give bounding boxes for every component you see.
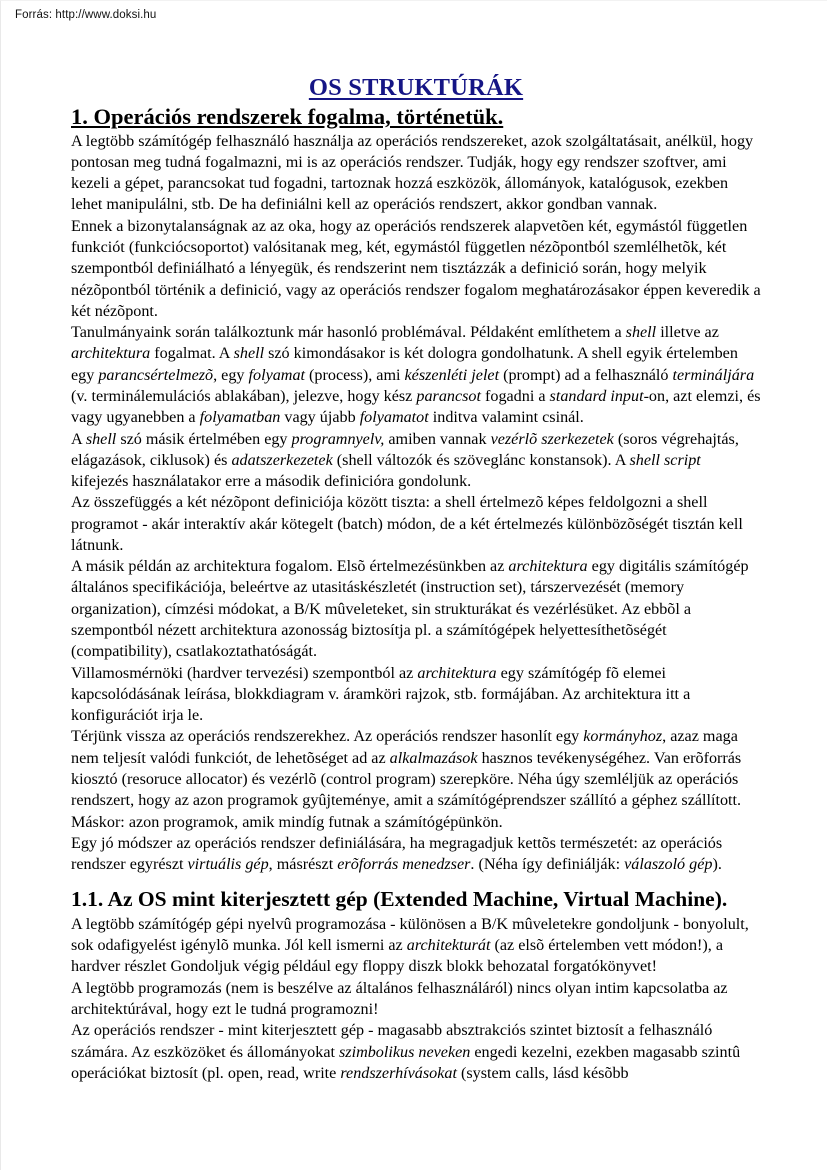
text-run: Az operációs rendszer - mint kiterjesztett gép - magasabb absztrakciós szintet biztosít a felhasználó számára. Az eszközöket és állományokat [71,1022,713,1061]
emphasized-term: folyamatot [359,409,429,427]
paragraph [71,978,761,1021]
emphasized-term: architektura [71,345,151,363]
text-run: A legtöbb számítógép gépi nyelvû programozása - különösen a B/K mûveletekre gondoljunk - bonyolult, sok odafigyelést igénylõ munka. Jól kell ismerni az [71,915,749,955]
text-run: A legtöbb számítógép felhasználó használja az operációs rendszereket, azok szolgáltatásait, anélkül, hogy pontosan meg tudná fogalmazni, mi is az operációs rendszer. Tudják, hogy egy rendszer szoftver, ami kezeli a gépet, parancsokat tud fogadni, tartoznak hozzá eszközök, állományok, katalógusok, ezekben lehet manipulálni, stb. De ha definiálni kell az operációs rendszert, akkor gondban vannak. [71,132,754,214]
emphasized-term: adatszerkezetek [231,451,333,469]
text-run: illetve az [656,324,719,342]
text-run: -on, azt elemzi, és vagy ugyanebben a [71,387,761,427]
text-run: inditva valamint csinál. [428,409,584,427]
text-run: Térjünk vissza az operációs rendszerekhez. Az operációs rendszer hasonlít egy [71,728,584,746]
emphasized-term: standard input [549,387,644,405]
paragraph [71,1020,761,1084]
paragraph [71,492,761,556]
paragraph [71,663,761,727]
source-watermark: Forrás: http://www.doksi.hu [15,9,157,21]
emphasized-term: shell script [629,451,701,469]
paragraph [71,429,761,493]
text-run: , egy [213,366,249,384]
section-heading-text: 1. Operációs rendszerek fogalma, történetük. [71,103,504,129]
document-title [71,75,761,102]
text-run: engedi kezelni, ezekben magasabb szintû operációkat biztosít (pl. open, read, write [71,1043,741,1082]
text-run: Az összefüggés a két nézõpont definiciója között tiszta: a shell értelmezõ képes feldolgozni a shell programot - akár interaktív akár kötegelt (batch) módon, de a két értelmezés különbözõségét tisztán kell látnunk. [71,494,743,554]
emphasized-term: virtuális gép [187,856,269,874]
paragraph [71,216,761,322]
emphasized-term: architektura [417,664,497,682]
text-run: Ennek a bizonytalanságnak az az oka, hogy az operációs rendszerek alapvetõen két, egymástól független funkciót (funkciócsoportot) valósitanak meg, két, egymástól független nézõpontból szemlélhetõk, két szempontból definiálható a lényegük, és rendszerint nem tisztázzák a definició során, hogy melyik nézõpontból történik a definició, vagy az operációs rendszer fogalom meghatározásakor éppen keveredik a két nézõpont. [71,217,761,320]
text-run: fogadni a [480,387,550,405]
text-run: vagy újabb [280,409,360,427]
emphasized-term: folyamat [248,366,306,384]
paragraph [71,322,761,428]
document-body [71,75,761,1084]
paragraph [71,131,761,216]
emphasized-term: erõforrás menedzser [337,856,471,874]
paragraph [71,914,761,978]
emphasized-term: parancsértelmezõ [98,366,214,384]
section-heading-1 [71,104,761,130]
emphasized-term: architektura [508,558,588,576]
text-run: (shell változók és szöveglánc konstansok). A [332,451,630,469]
text-run: szó kimondásakor is két dologra gondolhatunk. A shell egyik értelemben egy [71,345,738,384]
text-run: ). [712,856,722,874]
emphasized-term: válaszoló gép [624,856,713,874]
text-run: (az elsõ értelemben vett módon!), a hardver részlet Gondoljuk végig például egy floppy diszk blokk behozatal forgatókönyvet! [71,937,724,976]
text-run: A másik példán az architektura fogalom. Elsõ értelmezésünkben az [71,558,509,576]
text-run: . (Néha így definiálják: [470,856,625,874]
emphasized-term: vezérlõ szerkezetek [490,430,614,448]
paragraph [71,726,761,832]
text-run: kifejezés használatakor erre a második definicióra gondolunk. [71,473,472,491]
text-run: Villamosmérnöki (hardver tervezési) szempontból az [71,664,418,682]
emphasized-term: alkalmazások [389,749,478,767]
emphasized-term: shell [625,324,657,342]
text-run: amiben vannak [384,430,491,448]
text-run: , másrészt [268,856,338,874]
emphasized-term: termináljára [672,366,755,384]
text-run: Egy jó módszer az operációs rendszer definiálására, ha megragadjuk kettõs természetét: az operációs rendszer egyrészt [71,834,723,874]
paragraph [71,556,761,662]
text-run: (v. terminálemulációs ablakában), jelezve, hogy kész [71,387,417,405]
emphasized-term: folyamatban [199,409,281,427]
section-heading-2 [71,887,761,912]
text-run: A legtöbb programozás (nem is beszélve az általános felhasználáról) nincs olyan intim kapcsolatba az architektúrával, hogy ezt le tudná programozni! [71,979,728,1019]
emphasized-term: készenléti jelet [404,366,500,384]
text-run: (prompt) ad a felhasználó [499,366,673,384]
text-run: fogalmat. A [150,345,234,363]
text-run: szó másik értelmében egy [116,430,292,448]
document-title-text: OS STRUKTÚRÁK [308,74,524,101]
emphasized-term: parancsot [416,387,481,405]
text-run: (soros végrehajtás, elágazások, ciklusok) és [71,430,739,469]
emphasized-term: kormányhoz [583,728,663,746]
emphasized-term: shell [233,345,265,363]
emphasized-term: shell [85,430,117,448]
emphasized-term: szimbolikus neveken [339,1043,471,1061]
text-run: Tanulmányaink során találkoztunk már hasonló problémával. Példaként említhetem a [71,324,626,342]
section-heading-text: 1.1. Az OS mint kiterjesztett gép (Extended Machine, Virtual Machine). [71,887,728,912]
text-run: A [71,430,86,448]
emphasized-term: architekturát [406,937,491,955]
text-run: egy számítógép fõ elemei kapcsolódásának leírása, blokkdiagram v. áramköri rajzok, stb. formájában. Az architektura itt a konfigurációt irja le. [71,664,691,725]
text-run: egy digitális számítógép általános specifikációja, beleértve az utasitáskészletét (instruction set), társzervezését (memory organization), címzési módokat, a B/K mûveleteket, sin strukturákat és vezérlésüket. Az ebbõl a szempontból nézett architektura azonosság biztosítja pl. a számítógépek helyettesíthetõségét (compatibility), csatlakoztathatóságát. [71,558,749,661]
text-run: , azaz maga nem teljesít valódi funkciót, de lehetõséget ad az [71,728,738,767]
emphasized-term: rendszerhívásokat [340,1064,457,1082]
emphasized-term: programnyelv, [291,430,385,448]
text-run: hasznos tevékenységéhez. Van erõforrás kiosztó (resoruce allocator) és vezérlõ (control program) szerepköre. Néha úgy szemléljük az operációs rendszert, hogy az azon programok gyûjteménye, amit a számítógéprendszer szállító a géphez szállított. Máskor: azon programok, amik mindíg futnak a számítógépünkön. [71,749,742,831]
text-run: (process), ami [305,366,405,384]
text-run: (system calls, lásd késõbb [456,1064,629,1082]
paragraph [71,833,761,876]
